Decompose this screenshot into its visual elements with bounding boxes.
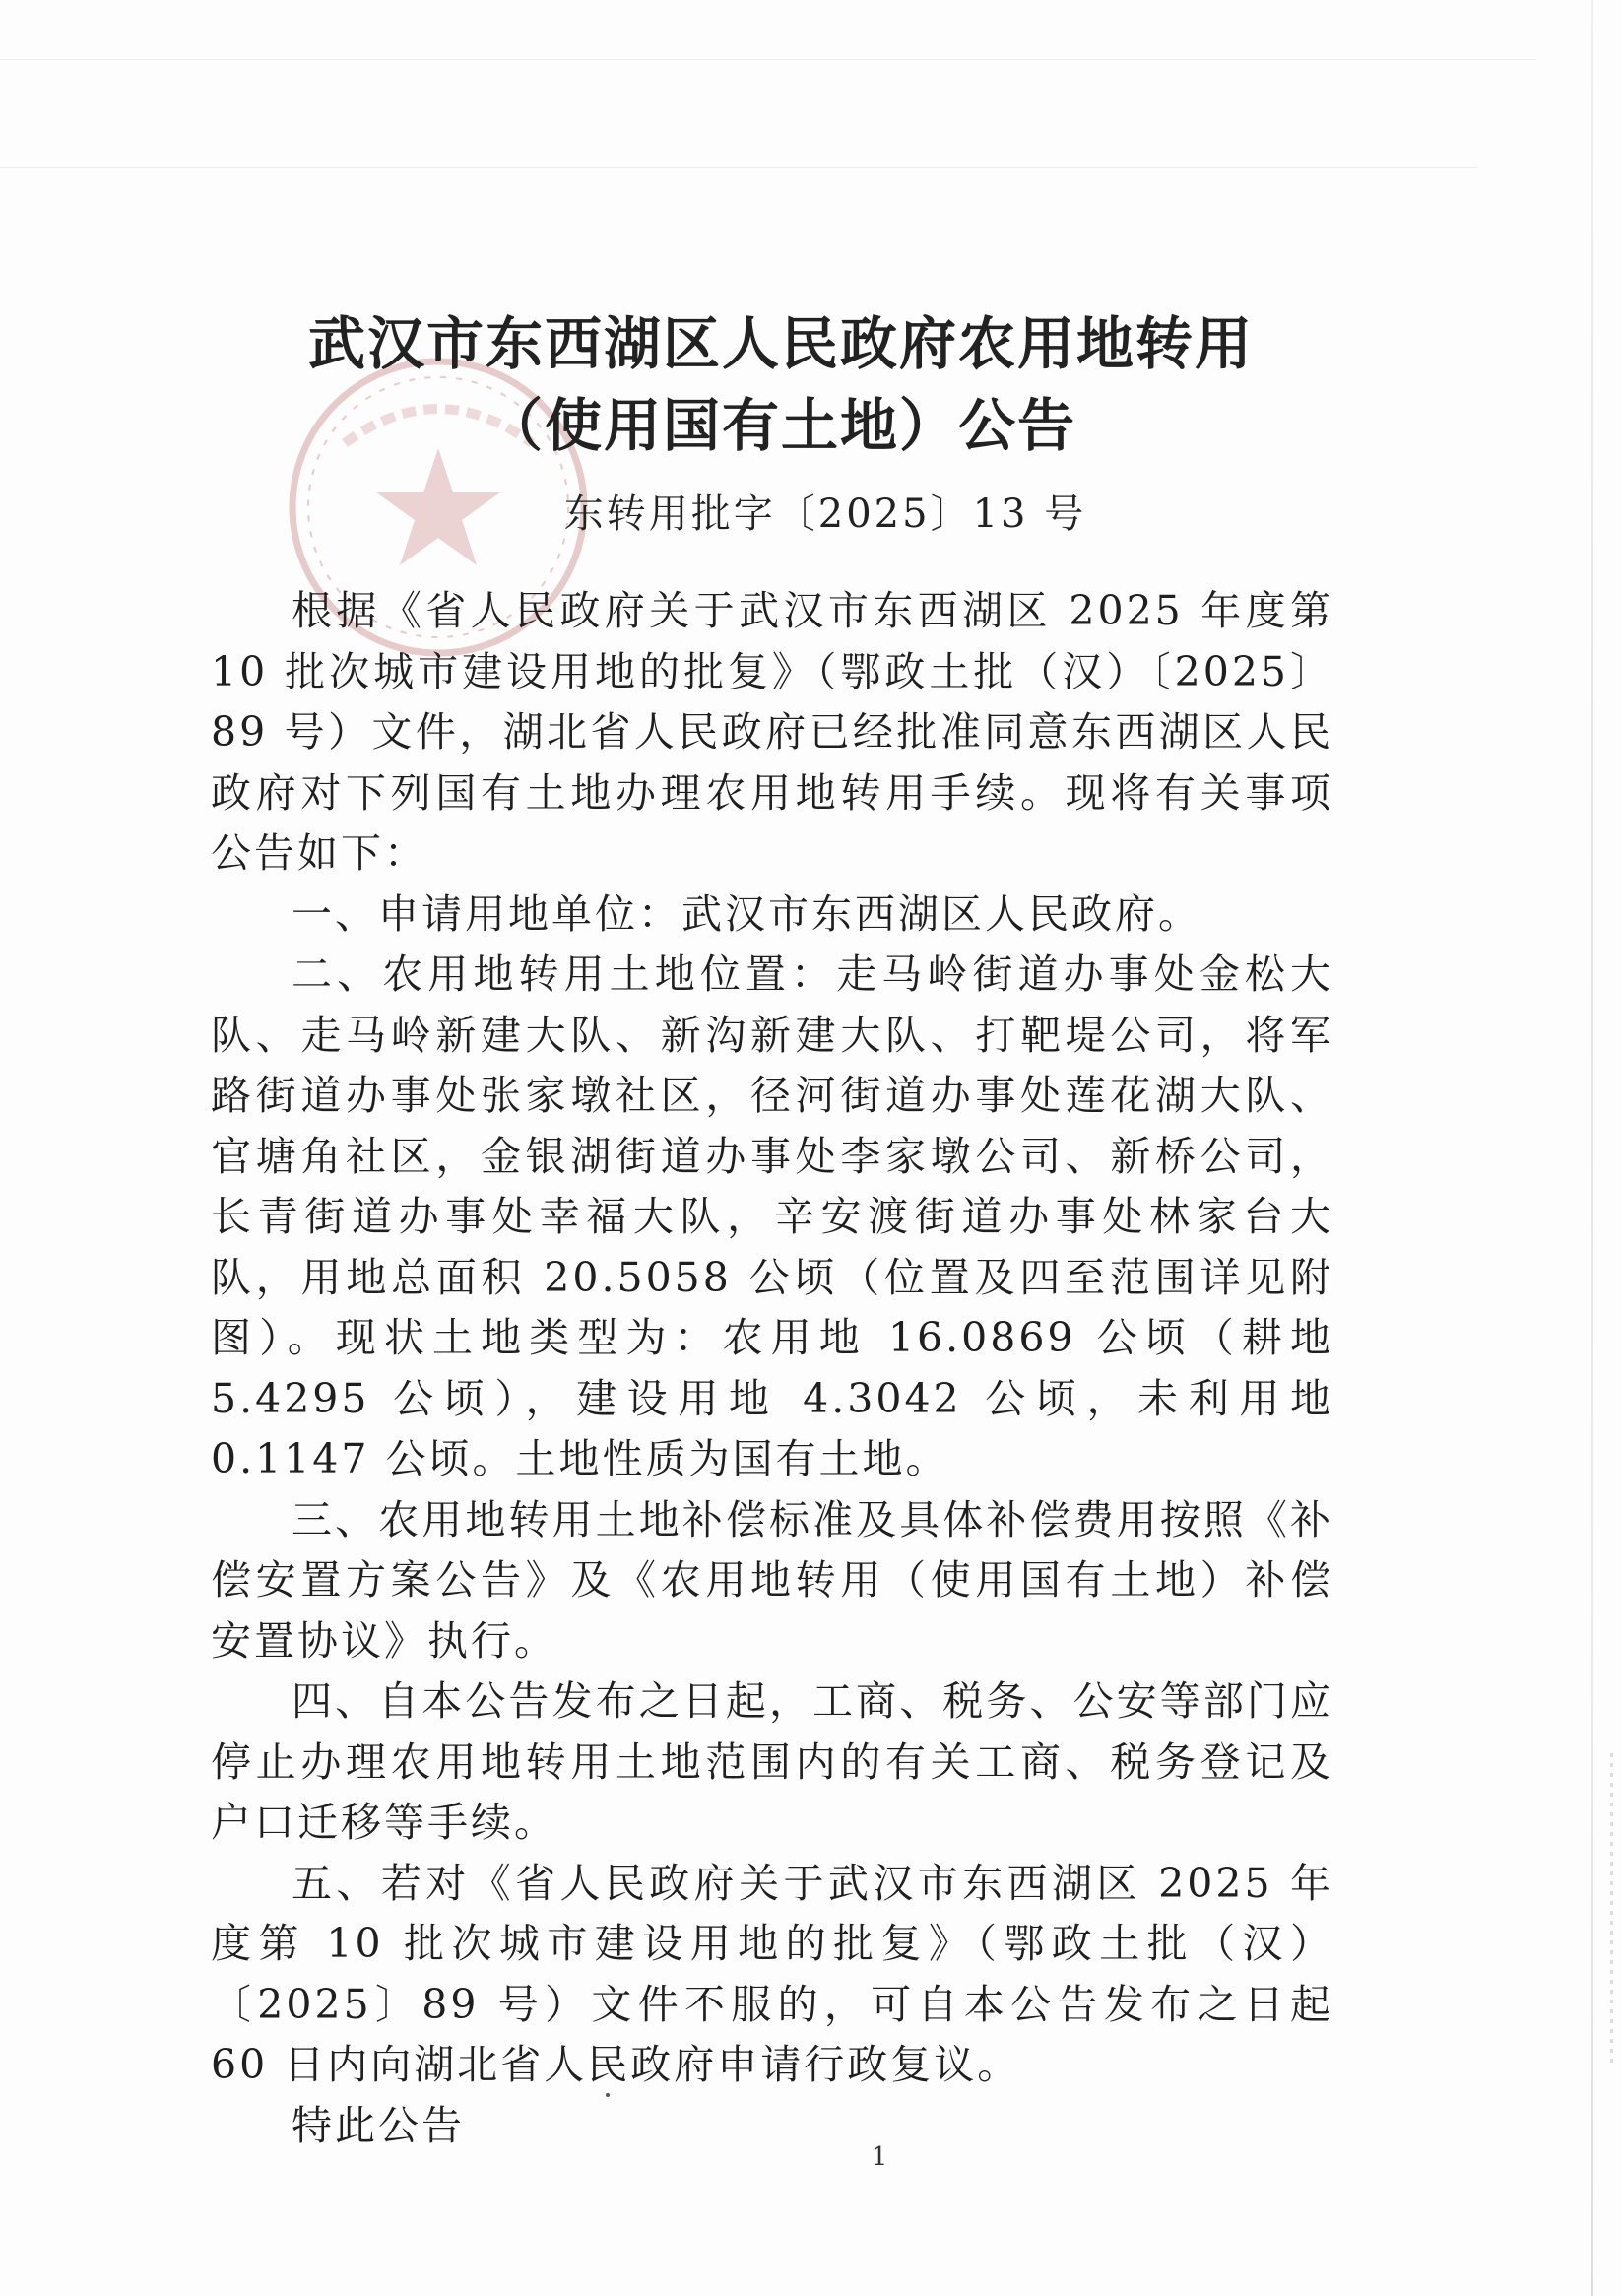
- page-number: 1: [871, 2142, 888, 2172]
- paragraph-compensation: 三、农用地转用土地补偿标准及具体补偿费用按照《补偿安置方案公告》及《农用地转用（使用国有土地）补偿安置协议》执行。: [211, 1495, 1333, 1665]
- paragraph-intro: 根据《省人民政府关于武汉市东西湖区 2025 年度第 10 批次城市建设用地的批复》（鄂政土批（汉）〔2025〕89 号）文件，湖北省人民政府已经批准同意东西湖区人民政府对下列国有土地办理农用地转用手续。现将有关事项公告如下：: [211, 587, 1333, 877]
- paragraph-appeal: 五、若对《省人民政府关于武汉市东西湖区 2025 年度第 10 批次城市建设用地的批复》（鄂政土批（汉）〔2025〕89 号）文件不服的，可自本公告发布之日起 60 日内向湖北省人民政府申请行政复议。: [211, 1859, 1333, 2088]
- scan-edge-artifact: [1591, 0, 1593, 2296]
- scan-edge-artifact-2: [1610, 1753, 1613, 2068]
- closing-remark: 特此公告: [292, 2101, 465, 2149]
- scan-line: [0, 59, 1536, 60]
- notice-title-line-1: 武汉市东西湖区人民政府农用地转用: [307, 310, 1254, 377]
- paragraph-suspension: 四、自本公告发布之日起，工商、税务、公安等部门应停止办理农用地转用土地范围内的有关工商、税务登记及户口迁移等手续。: [211, 1677, 1333, 1846]
- scan-line: [0, 167, 1477, 168]
- scan-speck: [606, 2093, 610, 2097]
- paragraph-land-location: 二、农用地转用土地位置：走马岭街道办事处金松大队、走马岭新建大队、新沟新建大队、打靶堤公司，将军路街道办事处张家墩社区，径河街道办事处莲花湖大队、官塘角社区，金银湖街道办事处李家墩公司、新桥公司，长青街道办事处幸福大队，辛安渡街道办事处林家台大队，用地总面积 20.5058 公顷（位置及四至范围详见附图）。现状土地类型为：农用地 16.0869 公顷（耕地 5.4295 公顷），建设用地 4.3042 公顷，未利用地 0.1147 公顷。土地性质为国有土地。: [211, 951, 1333, 1482]
- notice-body: [211, 581, 1333, 2156]
- notice-title-line-2: （使用国有土地）公告: [485, 392, 1076, 459]
- document-number: 东转用批字〔2025〕13 号: [563, 492, 1087, 537]
- paragraph-applicant: 一、申请用地单位：武汉市东西湖区人民政府。: [292, 889, 1201, 938]
